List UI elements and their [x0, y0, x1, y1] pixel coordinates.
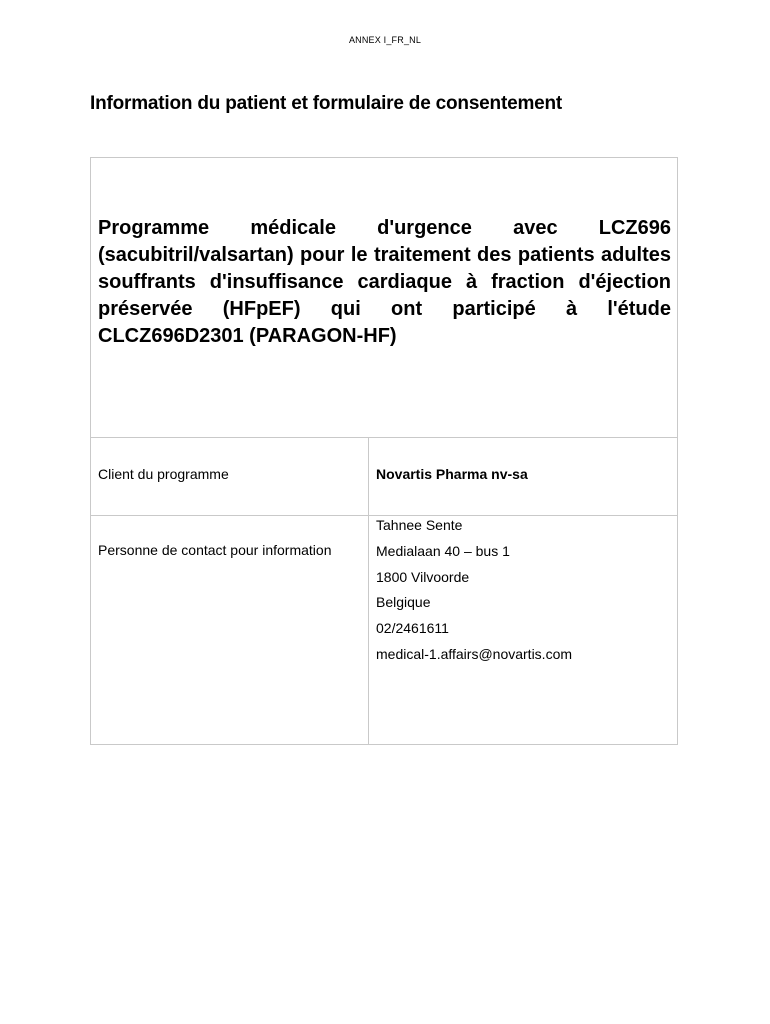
- contact-street: Medialaan 40 – bus 1: [376, 542, 510, 559]
- contact-city: 1800 Vilvoorde: [376, 568, 470, 585]
- contact-details: [376, 513, 572, 668]
- program-title: Programme médicale d'urgence avec LCZ696 (sacubitril/valsartan) pour le traitement des patients adultes souffrants d'insuffisance cardiaque à fraction d'éjection préservée (HFpEF) qui ont participé à l'étude CLCZ696D2301 (PARAGON-HF): [98, 217, 671, 347]
- client-label: Client du programme: [98, 466, 229, 482]
- contact-name: Tahnee Sente: [376, 517, 463, 533]
- annex-label: ANNEX I_FR_NL: [348, 35, 422, 45]
- contact-country: Belgique: [376, 594, 431, 611]
- client-value: Novartis Pharma nv-sa: [376, 466, 528, 482]
- document-title: Information du patient et formulaire de consentement: [90, 93, 563, 114]
- table-column-divider: [368, 437, 369, 744]
- contact-phone: 02/2461611: [376, 620, 449, 637]
- table-divider-top: [91, 437, 677, 438]
- contact-label: Personne de contact pour information: [98, 542, 332, 558]
- contact-email[interactable]: medical-1.affairs@novartis.com: [376, 645, 573, 662]
